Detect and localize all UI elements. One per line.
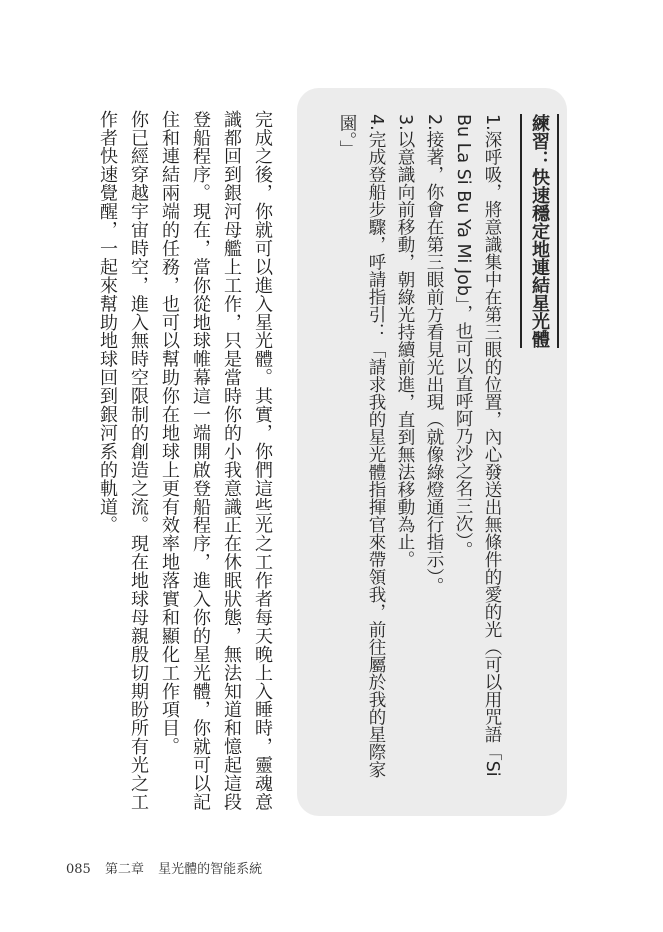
chapter-title: 星光體的智能系統 [158, 862, 263, 877]
paragraph-1: 完成之後，你就可以進入星光體。其實，你們這些光之工作者每天晚上入睡時，靈魂意識都回到銀河母艦上工作，只是當時你的小我意識正在休眠狀態，無法知道和憶起這段登船程序。現在，當你從地球帷幕這一端開啟登船程序，進入你的星光體，你就可以記住和連結兩端的任務，也可以幫助你在地球上更有效率地落實和顯化工作項目。 [159, 110, 273, 812]
chapter-label: 第二章 [104, 862, 144, 877]
exercise-step-1: 1.深呼吸，將意識集中在第三眼的位置，內心發送出無條件的愛的光（可以用咒語「Si Bu La Si Bu Ya Mi Job」，也可以直呼阿乃沙之名三次）。 [453, 114, 502, 777]
page-number: 085 [66, 862, 91, 877]
exercise-title: 練習：快速穩定地連結星光體 [520, 114, 559, 348]
exercise-step-3: 3.以意識向前移動，朝綠光持續前進，直到無法移動為止。 [395, 114, 415, 569]
page-footer [66, 858, 272, 877]
body-text [78, 110, 278, 822]
exercise-step-2: 2.接著，你會在第三眼前方看見光出現（就像綠燈通行指示）。 [424, 114, 444, 595]
exercise-step-4: 4.完成登船步驟，呼請指引：「請求我的星光體指揮官來帶領我，前往屬於我的星際家園。」 [337, 114, 386, 779]
paragraph-2: 你已經穿越宇宙時空，進入無時空限制的創造之流。現在地球母親殷切期盼所有光之工作者快速覺醒，一起來幫助地球回到銀河系的軌道。 [97, 110, 149, 812]
exercise-box [297, 88, 567, 816]
exercise-content [305, 114, 559, 804]
